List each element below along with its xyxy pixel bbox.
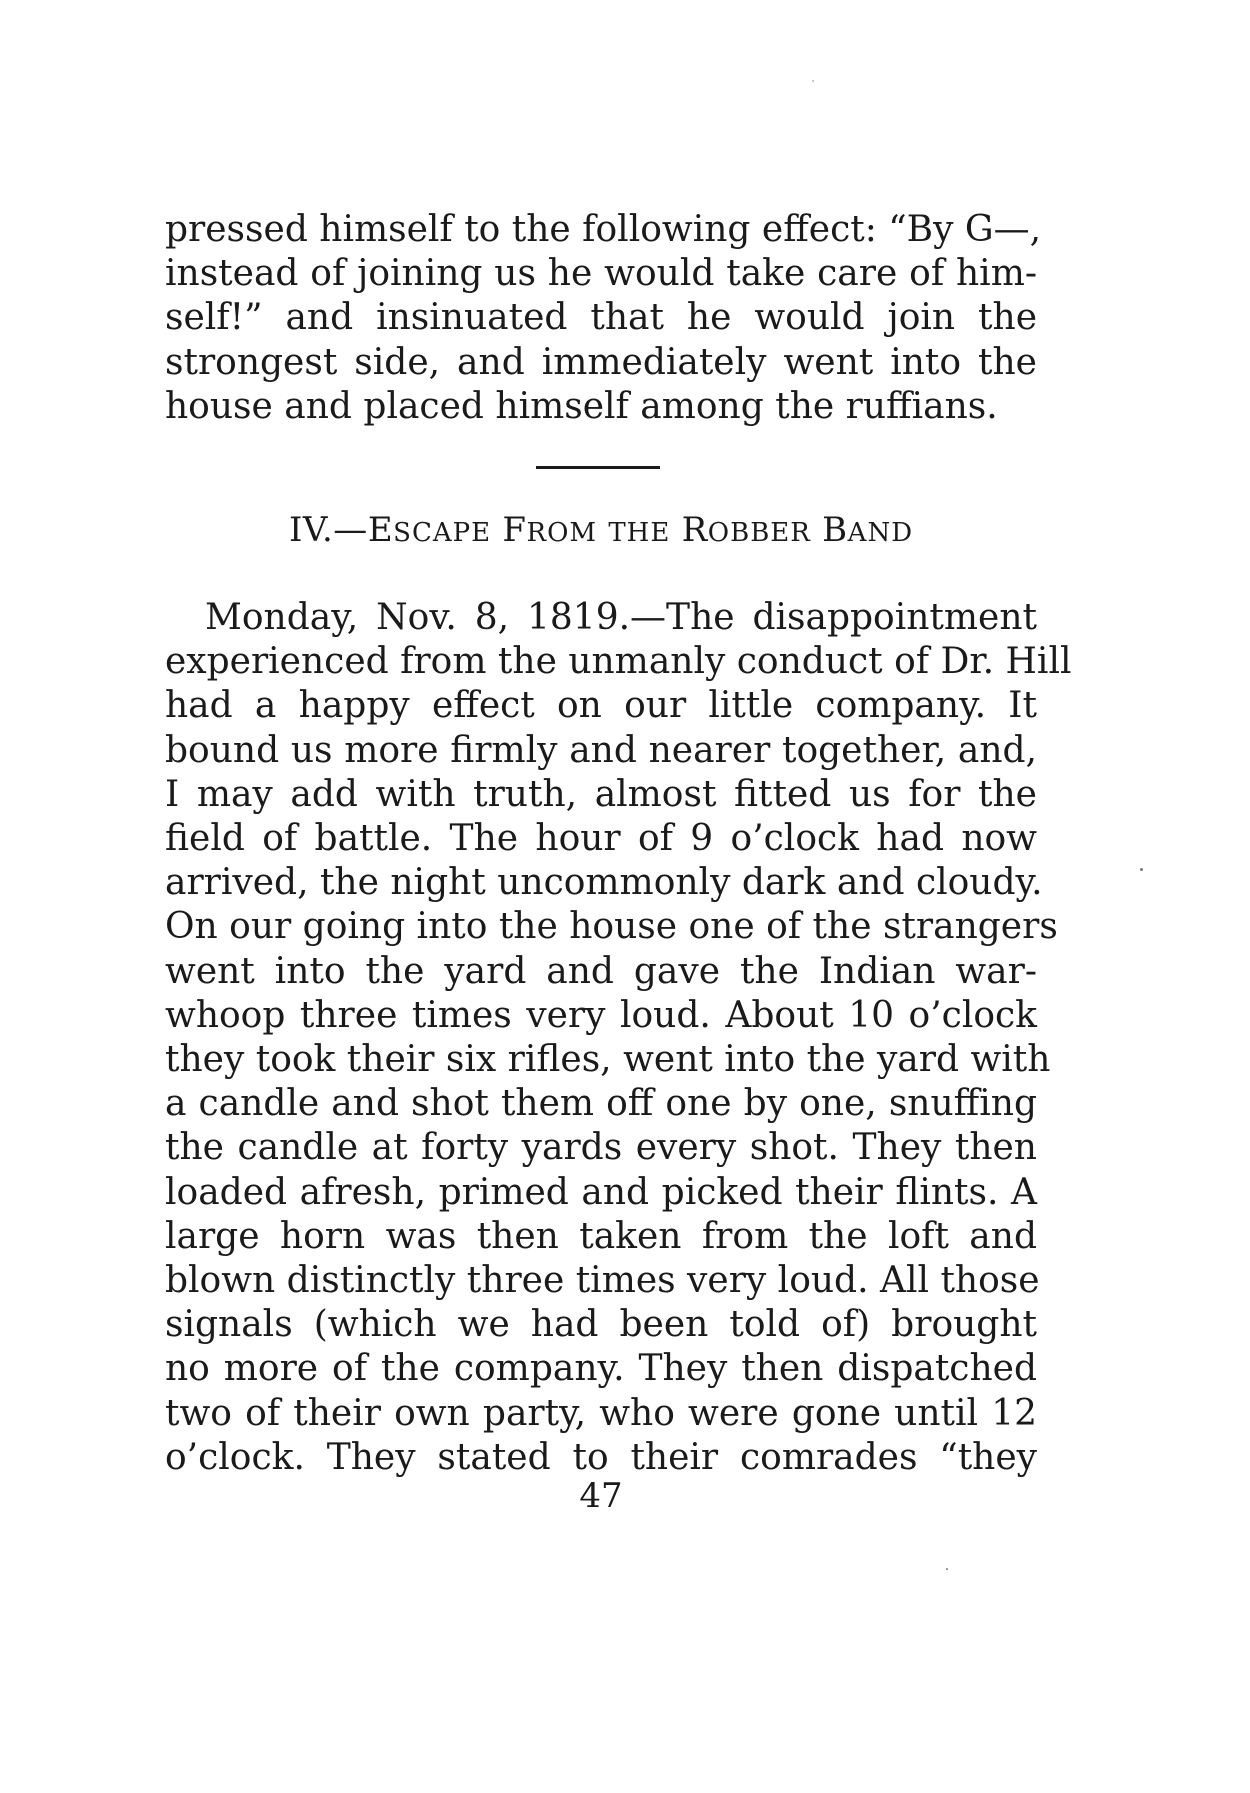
- text-line: experienced from the unmanly conduct of Dr. Hill: [165, 641, 1072, 683]
- heading-word: ROBBER: [681, 510, 811, 550]
- section-numeral: IV.—: [288, 510, 368, 550]
- scan-speck: [946, 1568, 948, 1570]
- text-line: whoop three times very loud. About 10 o’clock: [165, 994, 1037, 1036]
- text-line: loaded afresh, primed and picked their flints. A: [165, 1171, 1037, 1213]
- text-line: house and placed himself among the ruffians.: [165, 385, 998, 427]
- heading-word: THE: [608, 518, 671, 548]
- text-line: a candle and shot them off one by one, snuffing: [165, 1083, 1037, 1125]
- text-line: signals (which we had been told of) brought: [165, 1304, 1037, 1346]
- text-line: self!” and insinuated that he would join the: [165, 297, 1037, 339]
- text-line: blown distinctly three times very loud. All those: [165, 1260, 1040, 1302]
- text-line: I may add with truth, almost fitted us for the: [165, 773, 1037, 815]
- text-line: they took their six rifles, went into the yard with: [165, 1039, 1051, 1081]
- text-line: On our going into the house one of the strangers: [165, 906, 1058, 948]
- section-heading: [165, 508, 1037, 555]
- text-line: Monday, Nov. 8, 1819.—The disappointment: [205, 597, 1037, 638]
- text-line: went into the yard and gave the Indian war-: [165, 950, 1037, 992]
- text-line: the candle at forty yards every shot. They then: [165, 1127, 1037, 1169]
- text-line: bound us more firmly and nearer together, and,: [165, 729, 1037, 771]
- text-line: no more of the company. They then dispatched: [165, 1348, 1037, 1390]
- page-number: 47: [579, 1476, 623, 1516]
- heading-word: ESCAPE: [367, 510, 492, 550]
- heading-word: BAND: [822, 510, 914, 550]
- text-line: pressed himself to the following effect: “By G—,: [165, 209, 1042, 250]
- text-line: large horn was then taken from the loft and: [165, 1215, 1037, 1257]
- main-paragraph: [165, 596, 1072, 1480]
- scan-speck: [1140, 868, 1143, 871]
- heading-word: FROM: [502, 510, 598, 550]
- text-line: had a happy effect on our little company. It: [165, 685, 1037, 727]
- text-line: field of battle. The hour of 9 o’clock had now: [165, 818, 1037, 860]
- text-line: strongest side, and immediately went into the: [165, 341, 1037, 383]
- continued-paragraph: [165, 208, 1042, 429]
- text-line: instead of joining us he would take care of him-: [165, 253, 1037, 295]
- text-line: two of their own party, who were gone until 12: [165, 1392, 1037, 1434]
- text-line: arrived, the night uncommonly dark and cloudy.: [165, 862, 1043, 904]
- text-line: o’clock. They stated to their comrades “they: [165, 1436, 1037, 1478]
- scan-speck: [812, 80, 814, 82]
- section-divider-rule: [536, 466, 660, 469]
